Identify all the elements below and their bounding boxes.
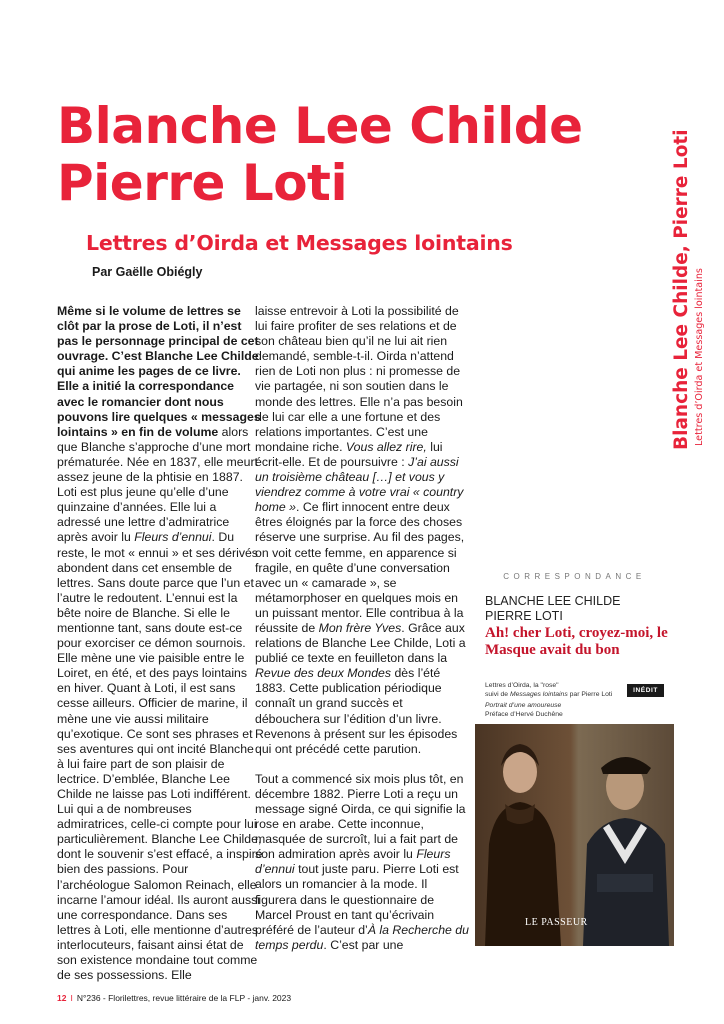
book-desc-text: suivi de — [485, 690, 510, 698]
italic-text: Fleurs d’ennui — [134, 530, 212, 545]
text-run: dès l’été 1883. Cette publication périodique connaît un grand succès et débouchera sur l’édition d’un livre. Revenons à présent sur les épisodes qui ont précédé cette parution. — [255, 666, 458, 756]
text-run: tout juste paru. Pierre Loti est alors un romancier à la mode. Il figurera dans le questionnaire de Marcel Proust en tant qu’écrivain préféré de l’auteur d’ — [255, 862, 459, 937]
footer-text: N°236 - Florilettres, revue littéraire de la FLP - janv. 2023 — [76, 993, 292, 1003]
title-line-2: Pierre Loti — [57, 154, 348, 212]
text-run: lui écrit-elle. Et de poursuivre : — [255, 439, 443, 469]
italic-text: Revue des deux Mondes — [255, 666, 392, 681]
book-desc-text: par Pierre Loti — [567, 690, 613, 698]
paragraph — [255, 304, 470, 757]
book-desc-line: Lettres d’Oirda, la "rose" — [485, 682, 559, 689]
book-description — [485, 682, 612, 699]
cover-photo — [475, 724, 674, 946]
page-title — [57, 98, 583, 212]
book-author: PIERRE LOTI — [485, 609, 563, 623]
text-run: . Ce flirt innocent entre deux êtres éloignés par la force des choses réserve une surprise. Au fil des pages, on voit cette femme, en apparence si fragile, en quête d’une conversation avec un « camarade », se métamorphoser en quelques mois en un puissant mentor. Elle contribua à la réussite de — [255, 500, 465, 635]
paragraph — [255, 772, 470, 953]
text-run: alors que Blanche s’approche d’une mort prématurée. Née en 1837, elle meurt assez jeune de la phtisie en 1887. Loti est plus jeune qu’elle d’une quinzaine d’années. Elle lui a adressé une lettre d’admiratrice après avoir lu — [57, 424, 258, 545]
side-running-title — [670, 129, 706, 450]
italic-quote: J’ai aussi un troisième château […] et vous y viendrez comme à votre vrai « country home » — [255, 454, 464, 515]
book-series: CORRESPONDANCE — [503, 572, 646, 581]
book-cover — [475, 562, 674, 946]
italic-text: À la Recherche du temps perdu — [255, 922, 469, 952]
text-run: . C’est par une — [323, 937, 404, 952]
italic-text: Mon frère Yves — [318, 620, 402, 635]
title-line-1: Blanche Lee Childe — [57, 97, 583, 155]
byline: Par Gaëlle Obiégly — [92, 265, 203, 279]
text-run: Tout a commencé six mois plus tôt, en décembre 1882. Pierre Loti a reçu un message signé Oirda, ce qui signifie la rose en arabe. Cette inconnue, masquée de surcroît, lui a fait part de son admiration après avoir lu — [255, 771, 466, 862]
book-author: BLANCHE LEE CHILDE — [485, 594, 621, 608]
italic-text: Vous allez rire, — [345, 439, 427, 454]
side-subtitle: Lettres d’Oirda et Messages lointains — [694, 268, 705, 446]
article-column-1 — [57, 304, 263, 983]
book-desc-italic: Messages lointains — [509, 690, 568, 698]
lead-text: Même si le volume de lettres se clôt par la prose de Loti, il n’est pas le personnage principal de cet ouvrage. C’est Blanche Lee Childe qui anime les pages de ce livre. Elle a initié la correspondance avec le romancier dont nous pouvons lire quelques « messages lointains » en fin de volume — [57, 304, 261, 439]
text-run: laisse entrevoir à Loti la possibilité de lui faire profiter de ses relations et de son château bien qu’il ne lui ait rien demandé, semble-t-il. Oirda n’attend rien de Loti non plus : ni promesse de vie partagée, ni son soutien dans le monde des lettres. Elle n’a pas besoin de lui car elle a une fortune et des relations importantes. C’est une mondaine riche. — [255, 304, 463, 454]
book-preface-line: Préface d’Hervé Duchêne — [485, 710, 563, 718]
book-preface — [485, 702, 563, 719]
side-title: Blanche Lee Childe, Pierre Loti — [671, 129, 692, 450]
italic-text: Fleurs d’ennui — [255, 847, 451, 877]
book-authors — [485, 594, 620, 624]
book-portrait-line: Portrait d’une amoureuse — [485, 702, 562, 709]
article-column-2 — [255, 304, 470, 953]
unpublished-badge: INÉDIT — [627, 684, 664, 697]
page-subtitle: Lettres d’Oirda et Messages lointains — [86, 231, 513, 255]
book-title: Ah! cher Loti, croyez-moi, le Masque avait du bon — [485, 625, 668, 658]
page-footer — [57, 993, 291, 1003]
text-run: . Grâce aux relations de Blanche Lee Childe, Loti a publié ce texte en feuilleton dans la — [255, 620, 466, 666]
portrait-photos — [475, 724, 674, 946]
footer-separator: I — [70, 993, 73, 1003]
text-run: . Du reste, le mot « ennui » et ses dérivés abondent dans cet ensemble de lettres. Sans doute parce que l’un et l’autre le redoutent. L’ennui est la bête noire de Blanche. Si elle le mentionne tant, sans doute est-ce pour exorciser ce démon sournois. Elle mène une vie paisible entre le Loiret, en été, et des pays lointains en hiver. Quant à Loti, il est sans cesse ailleurs. Officier de marine, il mène une vie aussi militaire qu’exotique. Ce sont ses phrases et ses aventures qui ont incité Blanche à lui faire part de son plaisir de lectrice. D’emblée, Blanche Lee Childe ne laisse pas Loti indifférent. Lui qui a de nombreuses admiratrices, celle-ci compte pour lui particulièrement. Blanche Lee Childe, dont le souvenir s’est effacé, a inspiré bien des passions. Pour l’archéologue Salomon Reinach, elle incarne l’amour idéal. Ils auront aussi une correspondance. Dans ses lettres à Loti, elle mentionne d’autres interlocuteurs, faisant ainsi état de son existence mondaine tout comme de ses possessions. Elle — [57, 530, 263, 983]
page-number: 12 — [57, 993, 67, 1003]
publisher-logo: LE PASSEUR — [525, 917, 588, 928]
paragraph — [57, 304, 263, 983]
